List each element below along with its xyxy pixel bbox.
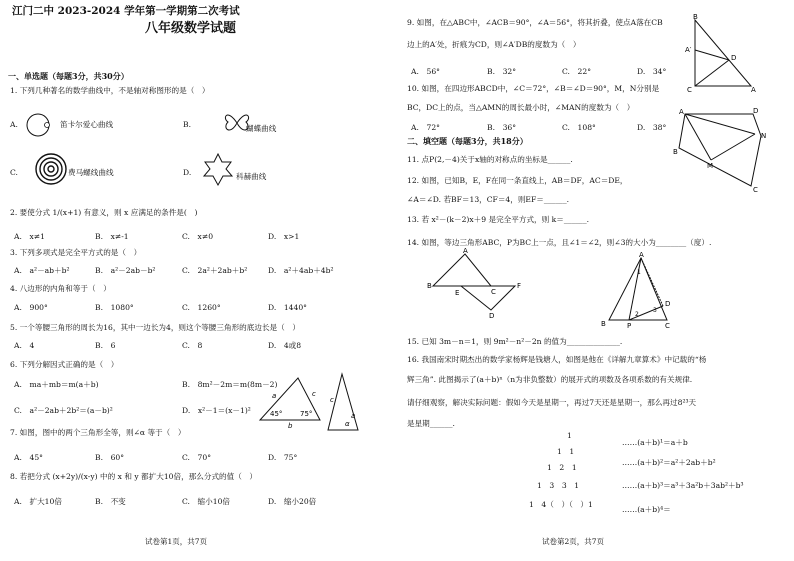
question-9-line2: 边上的A′处，折痕为CD，则∠A′DB的度数为（ ） [407, 40, 581, 49]
svg-text:1: 1 [637, 269, 641, 276]
svg-text:D: D [489, 312, 495, 318]
pascal-row-3: 1 3 3 1 [537, 481, 580, 490]
cardioid-figure [20, 110, 60, 144]
equilateral-triangle-figure [597, 250, 677, 334]
svg-text:F: F [517, 282, 522, 290]
section-1-heading: 一、单选题（每题3分，共30分） [8, 71, 129, 81]
svg-text:45°: 45° [270, 410, 283, 418]
svg-text:D: D [731, 54, 737, 62]
svg-text:A: A [639, 251, 644, 259]
question-11: 11. 点P(2,－4)关于x轴的对称点的坐标是______. [407, 155, 573, 164]
svg-text:a: a [272, 392, 277, 400]
expansion-2: ……(a＋b)²＝a²＋2ab＋b² [622, 458, 716, 467]
svg-text:C: C [665, 322, 670, 330]
question-12-line2: ∠A＝∠D. 若BF＝13，CF＝4，则EF＝______. [407, 195, 570, 204]
svg-text:2: 2 [635, 311, 639, 318]
svg-text:E: E [455, 289, 460, 297]
question-10-line1: 10. 如图，在四边形ABCD中，∠C＝72°，∠B＝∠D＝90°，M，N分别是 [407, 84, 660, 93]
quadrilateral-figure [673, 106, 773, 196]
svg-text:P: P [627, 322, 632, 330]
question-16-line3: 请仔细观察，解决实际问题：假如今天是星期一，再过7天还是星期一，那么再过8²³天 [407, 398, 697, 407]
congruent-triangles-figure [250, 370, 365, 454]
svg-text:B: B [601, 320, 606, 328]
svg-text:A: A [463, 248, 468, 255]
svg-text:M: M [707, 162, 714, 170]
option-1b-label: 蝴蝶曲线 [246, 124, 277, 133]
question-7: 7. 如图，图中的两个三角形全等，则∠α 等于（ ） [10, 428, 186, 437]
question-5: 5. 一个等腰三角形的周长为16，其中一边长为4，则这个等腰三角形的底边长是（ ） [10, 323, 300, 332]
expansion-3: ……(a＋b)³＝a³＋3a²b＋3ab²＋b³ [622, 481, 744, 490]
page-footer-left: 试卷第1页，共7页 [145, 537, 208, 546]
svg-text:B: B [427, 282, 432, 290]
pascal-row-1: 1 1 [557, 447, 575, 456]
question-8: 8. 若把分式 (x+2y)/(x-y) 中的 x 和 y 都扩大10倍，那么分式的值（ ） [10, 472, 258, 481]
left-page: 江门二中 2023-2024 学年第一学期第二次考试 八年级数学试题 一、单选题（每题3分，共30分） 1. 下列几种著名的数学曲线中，不是轴对称图形的是（ ） A. 笛卡尔爱心曲线 B. 蝴蝶曲线 C. 费马螺线曲线 D. 科赫曲线 2. 要使分式 1/(x+1) 有意义，则 x 应满足的条件是( ) A. x≠1 B. x≠-1 C. x≠0 D. x>1 3. 下列多项式是完全平方式的是（ ） A. a²－ab＋b² B. a²－2ab－b² C. 2a²＋2ab＋b² D. a²＋4ab＋4b² 4. 八边形的内角和等于（ ） A. 900° B. 1080° C. 1260° D. 1440° 5. 一个等腰三角形的周长为16，其中一边长为4，则这个等腰三角形的底边长是（ ） A. 4 B. 6 C. 8 D. 4或8 6. 下列分解因式正确的是（ ） A. ma＋mb＝m(a＋b) B. 8m²－2m＝m(8m－2) C. a²－2ab＋2b²＝(a－b)² D. x²－1＝(x－1)² 45° 75° a b c c a α 7. 如图，图中的两个三角形全等，则∠α 等于（ ） A. 45° B. 60° C. 70° D. 75° 8. 若把分式 (x+2y)/(x-y) 中的 x 和 y 都扩大10倍，那么分式的值（ ） A. 扩大10倍 B. 不变 C. 缩小10倍 D. 缩小20倍 试卷第1页，共7页 [0, 0, 397, 561]
expansion-4: ……(a＋b)⁴＝ [622, 505, 671, 514]
question-15: 15. 已知 3m－n＝1，则 9m²－n²－2n 的值为______________. [407, 337, 623, 346]
expansion-1: ……(a＋b)¹＝a＋b [622, 438, 688, 447]
svg-text:b: b [288, 422, 293, 430]
svg-text:α: α [345, 420, 350, 428]
svg-text:a: a [351, 412, 356, 420]
question-16-line1: 16. 我国南宋时期杰出的数学家杨辉是钱塘人，如图是他在《详解九章算术》中记载的“杨 [407, 355, 707, 364]
question-12-line1: 12. 如图，已知B，E，F在同一条直线上，AB＝DF，AC＝DE， [407, 176, 628, 185]
svg-text:N: N [761, 132, 767, 140]
question-9-line1: 9. 如图，在△ABC中，∠ACB＝90°，∠A＝56°，将其折叠，使点A落在CB [407, 18, 663, 27]
option-1d-label: 科赫曲线 [236, 172, 267, 181]
svg-text:B: B [673, 148, 678, 156]
svg-text:D: D [753, 107, 759, 115]
question-6: 6. 下列分解因式正确的是（ ） [10, 360, 119, 369]
pascal-row-4: 1 4（ ）（ ）1 [529, 500, 593, 509]
svg-text:75°: 75° [300, 410, 313, 418]
question-10-line2: BC，DC上的点，当△AMN的周长最小时，∠MAN的度数为（ ） [407, 103, 635, 112]
svg-text:3: 3 [653, 307, 657, 314]
option-1a-label: 笛卡尔爱心曲线 [60, 120, 114, 129]
svg-text:A: A [751, 86, 756, 94]
svg-text:C: C [687, 86, 692, 94]
fermat-spiral-figure [34, 152, 68, 190]
option-1c-label: 费马螺线曲线 [68, 168, 114, 177]
question-13: 13. 若 x²－(k－2)x＋9 是完全平方式，则 k＝______. [407, 215, 590, 224]
exam-title: 江门二中 2023-2024 学年第一学期第二次考试 [12, 5, 240, 17]
koch-snowflake-figure [198, 152, 238, 196]
exam-subtitle: 八年级数学试题 [145, 21, 237, 36]
question-3: 3. 下列多项式是完全平方式的是（ ） [10, 248, 142, 257]
svg-text:B: B [693, 14, 698, 21]
svg-text:C: C [753, 186, 758, 192]
svg-text:D: D [665, 300, 671, 308]
svg-text:C: C [491, 288, 496, 296]
question-1: 1. 下列几种著名的数学曲线中，不是轴对称图形的是（ ） [10, 86, 210, 95]
congruent-crossing-figure [427, 248, 527, 322]
svg-text:c: c [312, 390, 316, 398]
question-2: 2. 要使分式 1/(x+1) 有意义，则 x 应满足的条件是( ) [10, 208, 198, 217]
triangle-fold-figure [685, 14, 765, 98]
page-footer-right: 试卷第2页，共7页 [542, 537, 605, 546]
svg-text:c: c [330, 396, 334, 404]
question-16-line2: 辉三角”. 此图揭示了(a＋b)ⁿ（n为非负整数）的展开式的项数及各项系数的有关规律. [407, 375, 693, 384]
section-2-heading: 二、填空题（每题3分，共18分） [407, 136, 528, 146]
right-page: 9. 如图，在△ABC中，∠ACB＝90°，∠A＝56°，将其折叠，使点A落在CB 边上的A′处，折痕为CD，则∠A′DB的度数为（ ） A. 56° B. 32° C. 22° D. 34° B A′ D C A 10. 如图，在四边形ABCD中，∠C＝72°，∠B＝∠D＝90°，M，N分别是 BC，DC上的点，当△AMN的周长最小时，∠MAN的度数为（ ） A. 72° B. 36° C. 108° D. 38° A D N B M C 二、填空题（每题3分，共18分） 11. 点P(2,－4)关于x轴的对称点的坐标是______. 12. 如图，已知B，E，F在同一条直线上，AB＝DF，AC＝DE， ∠A＝∠D. 若BF＝13，CF＝4，则EF＝______. 13. 若 x²－(k－2)x＋9 是完全平方式，则 k＝______. 14. 如图，等边三角形ABC，P为BC上一点，且∠1＝∠2，则∠3的大小为________（度）. A B E C F D A B P C D 1 2 3 15. 已知 3m－n＝1，则 9m²－n²－2n 的值为______________. 16. 我国南宋时期杰出的数学家杨辉是钱塘人，如图是他在《详解九章算术》中记载的“杨 辉三角”. 此图揭示了(a＋b)ⁿ（n为非负整数）的展开式的项数及各项系数的有关规律. 请仔细观察，解决实际问题：假如今天是星期一，再过7天还是星期一，那么再过8²³天 是星期______. 1 1 1 1 2 1 1 3 3 1 1 4（ ）（ ）1 ……(a＋b)¹＝a＋b ……(a＋b)²＝a²＋2ab＋b² ……(a＋b)³＝a³＋3a²b＋3ab²＋b³ ……(a＋b)⁴＝ 试卷第2页，共7页 [397, 0, 794, 561]
pascal-row-2: 1 2 1 [547, 463, 577, 472]
question-4: 4. 八边形的内角和等于（ ） [10, 284, 111, 293]
svg-text:A′: A′ [685, 46, 692, 54]
pascal-row-0: 1 [567, 431, 572, 440]
svg-text:A: A [679, 108, 684, 116]
question-16-line4: 是星期______. [407, 419, 455, 428]
question-14: 14. 如图，等边三角形ABC，P为BC上一点，且∠1＝∠2，则∠3的大小为________（度）. [407, 238, 712, 247]
